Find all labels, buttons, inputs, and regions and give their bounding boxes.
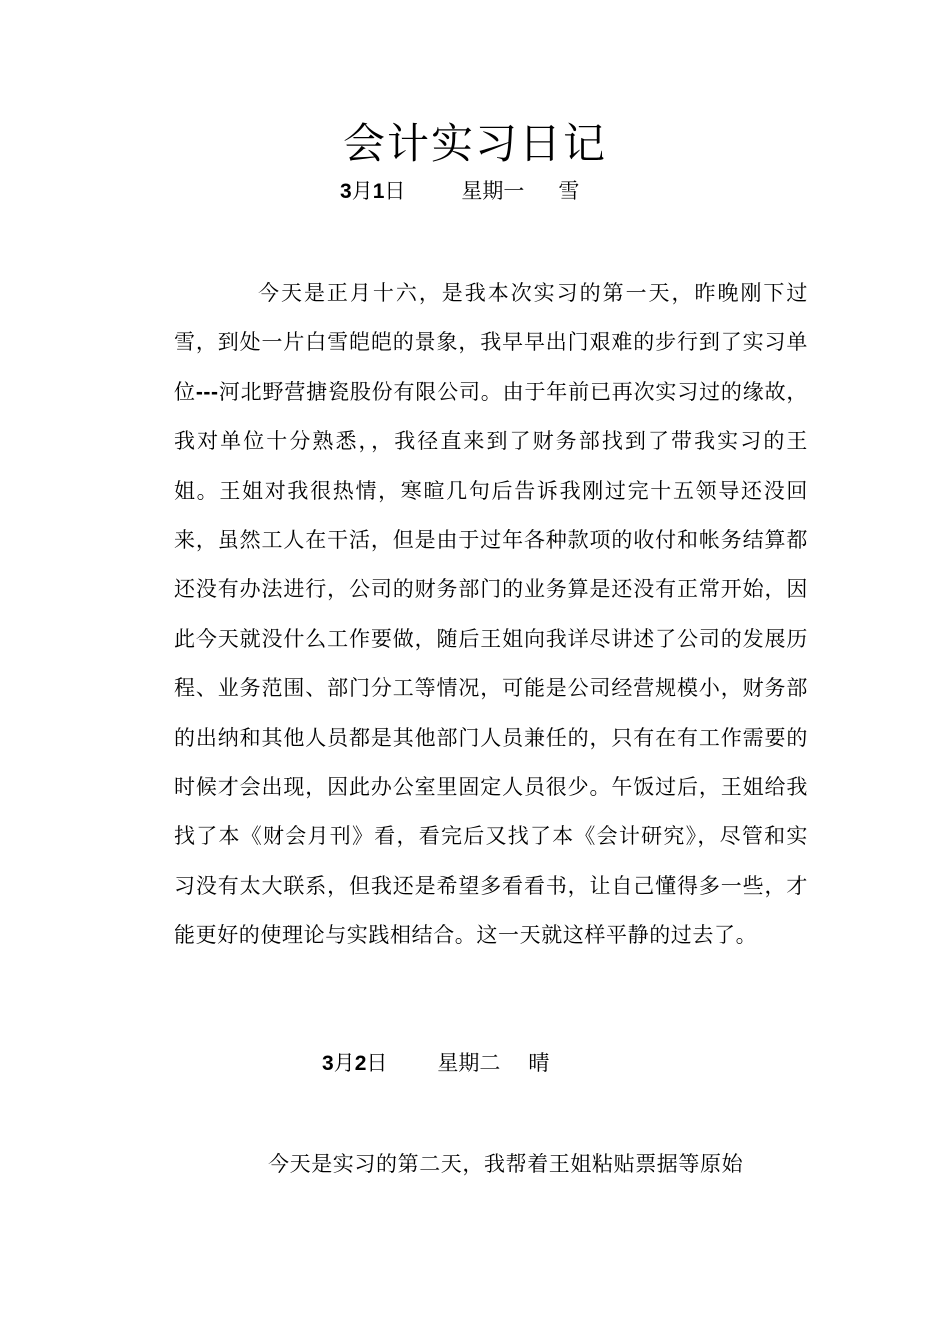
date-day-char: 日 <box>384 179 406 203</box>
date-month-char: 月 <box>351 179 373 203</box>
entry-text: 今天是正月十六，是我本次实习的第一天，昨晚刚下过雪，到处一片白雪皑皑的景象，我早早出门艰难的步行到了实习单位 <box>174 281 808 404</box>
entry-text: 河北野营搪瓷股份有限公司。由于年前已再次实习过的缘故，我对单位十分熟悉，，我径直来到了财务部找到了带我实习的王姐。王姐对我很热情，寒暄几句后告诉我刚过完十五领导还没回来，虽然工人在干活，但是由于过年各种款项的收付和帐务结算都还没有办法进行，公司的财务部门的业务算是还没有正常开始，因此今天就没什么工作要做，随后王姐向我详尽讲述了公司的发展历程、业务范围、部门分工等情况，可能是公司经营规模小，财务部的出纳和其他人员都是其他部门人员兼任的，只有在有工作需要的时候才会出现，因此办公室里固定人员很少。午饭过后，王姐给我找了本《财会月刊》看，看完后又找了本《会计研究》，尽管和实习没有太大联系，但我还是希望多看看书，让自己懂得多一些，才能更好的使理论与实践相结合。这一天就这样平静的过去了。 <box>174 379 808 948</box>
entry-paragraph <box>174 269 808 961</box>
date-month-char: 月 <box>333 1051 355 1075</box>
weather: 晴 <box>528 1051 550 1075</box>
entry-text: 今天是实习的第二天，我帮着王姐粘贴票据等原始 <box>268 1152 744 1176</box>
date-month: 3 <box>340 180 352 203</box>
entry-date-line <box>340 177 579 206</box>
document-title: 会计实习日记 <box>342 119 607 168</box>
weekday: 星期二 <box>437 1051 501 1075</box>
date-day-char: 日 <box>366 1051 388 1075</box>
entry-paragraph <box>174 1140 808 1189</box>
weekday: 星期一 <box>461 179 525 203</box>
date-day: 2 <box>354 1052 367 1075</box>
entry-dash: --- <box>195 380 219 404</box>
date-day: 1 <box>372 180 385 203</box>
weather: 雪 <box>558 179 580 203</box>
date-month: 3 <box>322 1052 334 1075</box>
entry-date-line <box>322 1049 549 1078</box>
